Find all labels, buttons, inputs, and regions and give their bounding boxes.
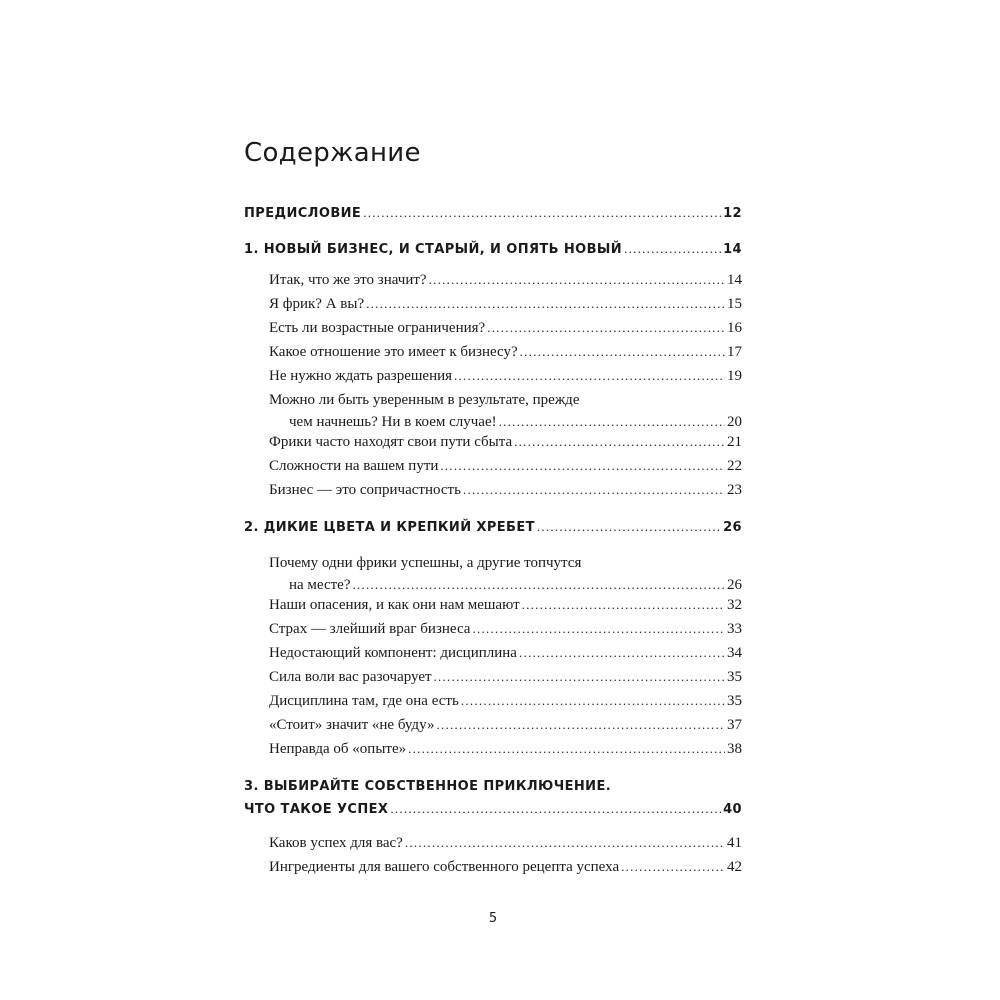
toc-entry-title: чем начнешь? Ни в коем случае! [289,414,497,430]
toc-page-number: 22 [727,458,742,474]
toc-page-number: 40 [723,802,742,817]
toc-page-number: 14 [727,272,742,288]
toc-entry-title: 2. ДИКИЕ ЦВЕТА И КРЕПКИЙ ХРЕБЕТ [244,520,535,535]
toc-entry-title: Недостающий компонент: дисциплина [269,645,517,661]
dot-leader [537,516,721,539]
toc-entry [269,455,742,477]
toc-line [269,317,742,339]
toc-section [244,776,742,821]
dot-leader [514,431,725,453]
toc-line [244,238,742,261]
toc-entry [269,594,742,616]
toc-entry [269,552,742,596]
toc-entry [269,389,742,433]
dot-leader [499,411,725,433]
toc-page-number: 19 [727,368,742,384]
toc-entry-title: Сложности на вашем пути [269,458,439,474]
toc-line [269,269,742,291]
toc-page-number: 15 [727,296,742,312]
toc-line [244,798,742,821]
dot-leader [522,594,725,616]
dot-leader [520,341,725,363]
toc-entry [269,714,742,736]
dot-leader [405,832,725,854]
toc-entry-title: Неправда об «опыте» [269,741,407,757]
dot-leader [621,856,725,878]
toc-entry [269,618,742,640]
toc-entry-title: ПРЕДИСЛОВИЕ [244,206,362,221]
toc-page-number: 38 [727,741,742,757]
toc-entry-title: Наши опасения, и как они нам мешают [269,597,520,613]
toc-entry-title: Какое отношение это имеет к бизнесу? [269,344,518,360]
dot-leader [472,618,725,640]
toc-entry [269,666,742,688]
toc-entry [269,690,742,712]
toc-entry-title: Фрики часто находят свои пути сбыта [269,434,513,450]
toc-entry-title: Можно ли быть уверенным в результате, прежде [269,392,580,408]
toc-page-number: 20 [727,414,742,430]
page-title: Содержание [244,138,421,168]
toc-section [244,202,742,225]
toc-line [269,389,742,411]
toc-page [244,0,742,1000]
toc-section [244,238,742,261]
dot-leader [454,365,725,387]
toc-entry-title: Итак, что же это значит? [269,272,427,288]
toc-entry-title: Дисциплина там, где она есть [269,693,459,709]
toc-page-number: 26 [723,520,742,535]
toc-page-number: 26 [727,577,742,593]
toc-line [269,455,742,477]
toc-entry [269,365,742,387]
toc-entry [269,642,742,664]
toc-entry [269,269,742,291]
toc-page-number: 17 [727,344,742,360]
toc-line [269,642,742,664]
dot-leader [440,455,725,477]
dot-leader [390,798,721,821]
toc-line [269,411,742,433]
toc-entry [269,856,742,878]
dot-leader [519,642,725,664]
toc-entry-title: Есть ли возрастные ограничения? [269,320,486,336]
dot-leader [429,269,725,291]
dot-leader [436,714,725,736]
toc-line [244,516,742,539]
toc-page-number: 37 [727,717,742,733]
toc-entry-title: Я фрик? А вы? [269,296,365,312]
toc-entry-title: Каков успех для вас? [269,835,403,851]
dot-leader [363,202,721,225]
toc-page-number: 32 [727,597,742,613]
toc-entry-title: 3. ВЫБИРАЙТЕ СОБСТВЕННОЕ ПРИКЛЮЧЕНИЕ. [244,779,612,794]
dot-leader [487,317,725,339]
toc-entry-title: Ингредиенты для вашего собственного рецепта успеха [269,859,620,875]
toc-page-number: 35 [727,669,742,685]
dot-leader [353,574,726,596]
toc-line [244,776,742,798]
dot-leader [463,479,725,501]
dot-leader [624,238,721,261]
toc-entry-title: Сила воли вас разочарует [269,669,432,685]
toc-page-number: 14 [723,242,742,257]
dot-leader [366,293,725,315]
toc-entry [269,293,742,315]
toc-entry [269,431,742,453]
dot-leader [461,690,725,712]
dot-leader [434,666,725,688]
toc-page-number: 42 [727,859,742,875]
toc-entry-title: Не нужно ждать разрешения [269,368,453,384]
toc-section [244,516,742,539]
toc-line [269,552,742,574]
toc-line [244,202,742,225]
toc-entry [269,341,742,363]
toc-line [269,479,742,501]
toc-entry [269,479,742,501]
toc-entry-title: Почему одни фрики успешны, а другие топчутся [269,555,582,571]
toc-entry-title: ЧТО ТАКОЕ УСПЕХ [244,802,389,817]
toc-entry-title: Бизнес — это сопричастность [269,482,461,498]
toc-page-number: 23 [727,482,742,498]
toc-line [269,690,742,712]
toc-page-number: 21 [727,434,742,450]
toc-entry-title: Страх — злейший враг бизнеса [269,621,471,637]
toc-line [269,365,742,387]
toc-line [269,293,742,315]
toc-line [269,832,742,854]
toc-page-number: 12 [723,206,742,221]
toc-line [269,618,742,640]
toc-page-number: 16 [727,320,742,336]
toc-line [269,666,742,688]
toc-entry-title: 1. НОВЫЙ БИЗНЕС, И СТАРЫЙ, И ОПЯТЬ НОВЫЙ [244,242,623,257]
toc-line [269,574,742,596]
toc-entry-title: на месте? [289,577,351,593]
toc-entry [269,832,742,854]
toc-page-number: 33 [727,621,742,637]
toc-page-number: 34 [727,645,742,661]
toc-page-number: 41 [727,835,742,851]
toc-line [269,341,742,363]
toc-line [269,738,742,760]
page-number: 5 [488,911,498,926]
toc-entry [269,317,742,339]
toc-line [269,431,742,453]
dot-leader [408,738,725,760]
toc-line [269,714,742,736]
toc-entry-title: «Стоит» значит «не буду» [269,717,435,733]
toc-entry [269,738,742,760]
toc-line [269,856,742,878]
toc-page-number: 35 [727,693,742,709]
toc-line [269,594,742,616]
